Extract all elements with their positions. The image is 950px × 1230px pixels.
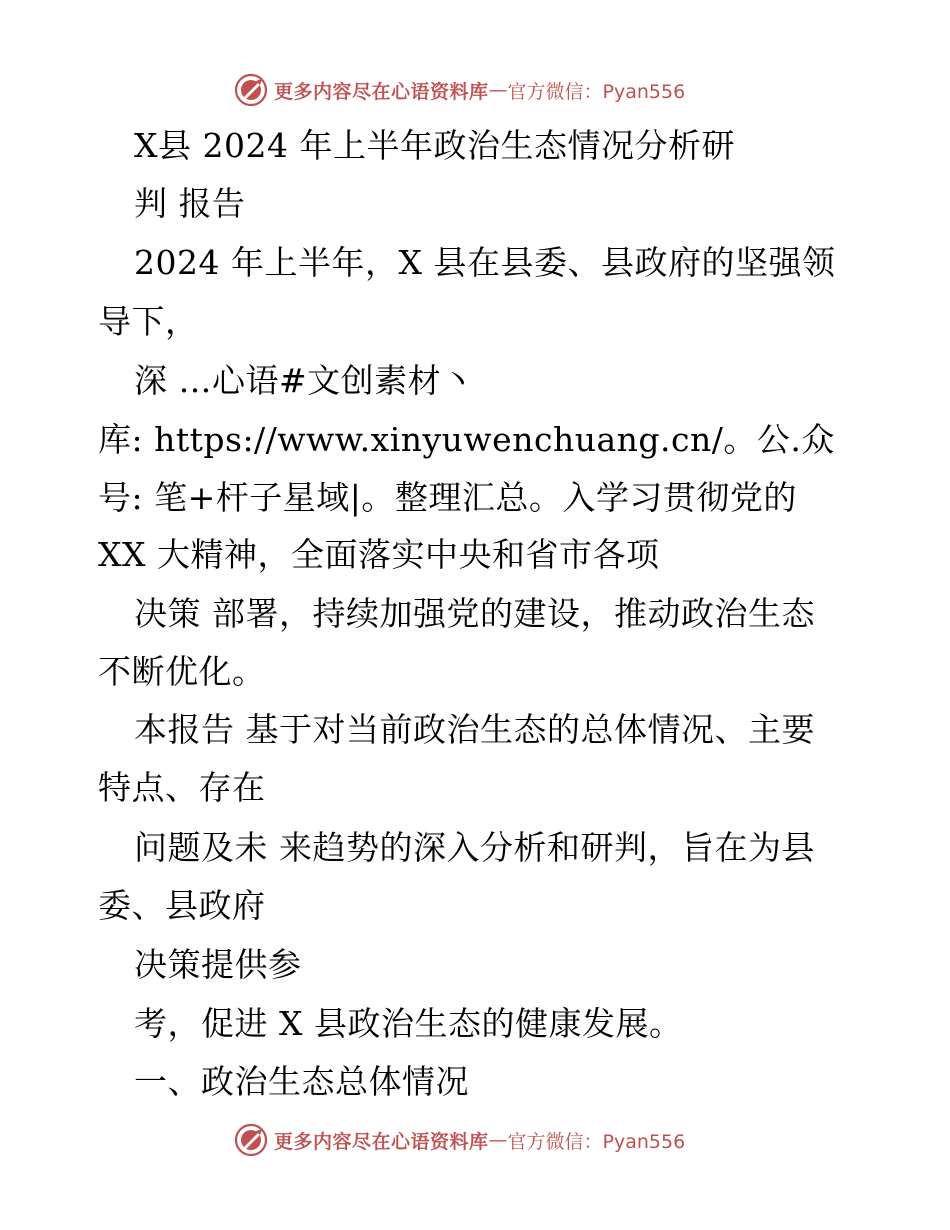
seal-logo-icon [234, 73, 268, 107]
watermark-dash: — [488, 1129, 508, 1151]
watermark-dash: — [488, 79, 508, 101]
watermark-text: 更多内容尽在心语资料库 [274, 1130, 489, 1153]
paragraph-line: 问题及未 来趋势的深入分析和研判，旨在为县 [134, 828, 815, 867]
paragraph-line: 深 …心语#文创素材丶 [134, 361, 475, 400]
document-title-line-2: 判 报告 [134, 184, 246, 223]
watermark-wechat: 官方微信：Pyan556 [507, 80, 686, 103]
footer-watermark-banner [234, 1120, 685, 1160]
paragraph-line: 不断优化。 [98, 652, 266, 691]
paragraph-line: 委、县政府 [98, 886, 266, 925]
paragraph-line: 2024 年上半年，X 县在县委、县政府的坚强领 [134, 243, 836, 282]
section-heading: 一、政治生态总体情况 [134, 1062, 469, 1101]
paragraph-line: 特点、存在 [98, 768, 266, 807]
watermark-wechat: 官方微信：Pyan556 [507, 1130, 686, 1153]
paragraph-line: 考，促进 X 县政治生态的健康发展。 [134, 1004, 683, 1043]
header-watermark-banner [234, 70, 685, 110]
watermark-text: 更多内容尽在心语资料库 [274, 80, 489, 103]
paragraph-line: 库: https://www.xinyuwenchuang.cn/。公.众 [98, 420, 835, 459]
paragraph-line: 决策提供参 [134, 945, 302, 984]
document-title-line-1: X县 2024 年上半年政治生态情况分析研 [134, 126, 735, 165]
paragraph-line: 本报告 基于对当前政治生态的总体情况、主要 [134, 710, 815, 749]
paragraph-line: 导下， [98, 302, 199, 341]
paragraph-line: 决策 部署，持续加强党的建设，推动政治生态 [134, 594, 815, 633]
seal-logo-icon [234, 1123, 268, 1157]
paragraph-line: 号: 笔+杆子星域|。整理汇总。入学习贯彻党的 [98, 478, 797, 517]
paragraph-line: XX 大精神，全面落实中央和省市各项 [98, 535, 660, 574]
